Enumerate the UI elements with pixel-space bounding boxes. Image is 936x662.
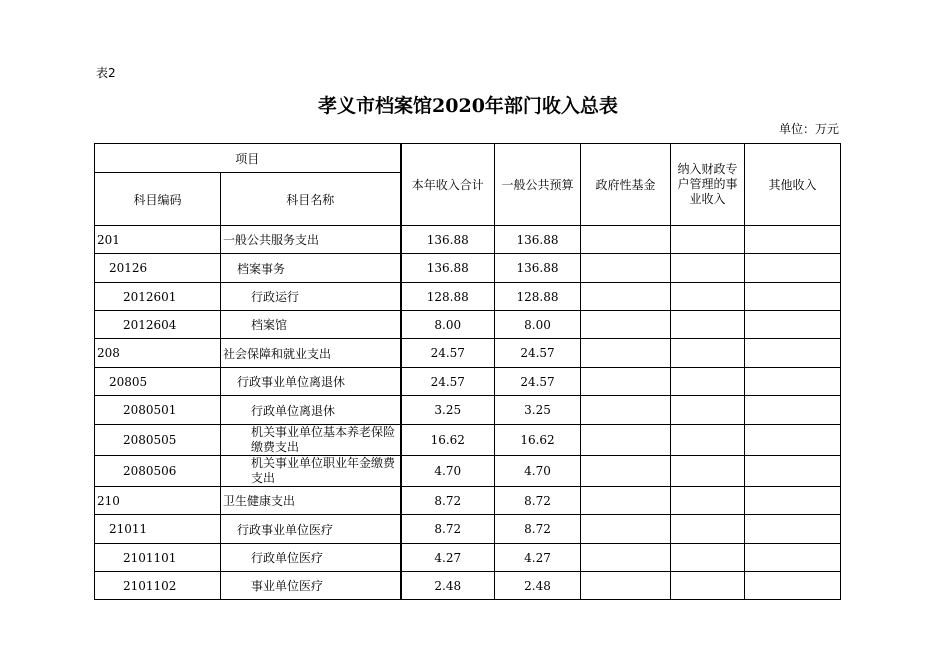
row-code: 2101102 (95, 572, 221, 600)
row-total: 8.72 (401, 487, 495, 515)
table-row (95, 544, 841, 572)
row-special-account (671, 572, 745, 600)
row-other (745, 456, 841, 487)
row-total: 128.88 (401, 283, 495, 311)
table-row (95, 572, 841, 600)
row-other (745, 396, 841, 425)
row-general-budget: 128.88 (495, 283, 581, 311)
row-gov-fund (581, 515, 671, 544)
row-gov-fund (581, 425, 671, 456)
row-total: 24.57 (401, 368, 495, 396)
row-total: 3.25 (401, 396, 495, 425)
table-row (95, 254, 841, 283)
row-total: 8.72 (401, 515, 495, 544)
row-general-budget: 4.27 (495, 544, 581, 572)
row-name: 行政运行 (221, 283, 401, 311)
row-special-account (671, 456, 745, 487)
row-total: 16.62 (401, 425, 495, 456)
table-row (95, 515, 841, 544)
row-gov-fund (581, 572, 671, 600)
row-other (745, 254, 841, 283)
row-gov-fund (581, 283, 671, 311)
row-general-budget: 4.70 (495, 456, 581, 487)
row-name: 档案馆 (221, 311, 401, 339)
row-name: 档案事务 (221, 254, 401, 283)
row-general-budget: 2.48 (495, 572, 581, 600)
row-general-budget: 8.72 (495, 515, 581, 544)
row-code: 201 (95, 226, 221, 254)
table-row (95, 311, 841, 339)
row-code: 2080506 (95, 456, 221, 487)
header-gov-fund: 政府性基金 (581, 144, 671, 226)
row-special-account (671, 311, 745, 339)
row-name: 一般公共服务支出 (221, 226, 401, 254)
table-row (95, 226, 841, 254)
row-special-account (671, 396, 745, 425)
row-name: 社会保障和就业支出 (221, 339, 401, 368)
row-general-budget: 8.00 (495, 311, 581, 339)
header-code: 科目编码 (95, 173, 221, 226)
row-code: 21011 (95, 515, 221, 544)
header-item: 项目 (95, 144, 401, 173)
row-code: 20126 (95, 254, 221, 283)
row-code: 2080501 (95, 396, 221, 425)
row-total: 136.88 (401, 254, 495, 283)
row-general-budget: 16.62 (495, 425, 581, 456)
row-name: 机关事业单位职业年金缴费支出 (221, 456, 401, 487)
row-other (745, 311, 841, 339)
page-title: 孝义市档案馆2020年部门收入总表 (318, 95, 618, 117)
row-other (745, 544, 841, 572)
row-general-budget: 24.57 (495, 339, 581, 368)
row-special-account (671, 544, 745, 572)
row-other (745, 283, 841, 311)
row-gov-fund (581, 339, 671, 368)
row-total: 8.00 (401, 311, 495, 339)
header-name: 科目名称 (221, 173, 401, 226)
header-general-budget: 一般公共预算 (495, 144, 581, 226)
table-row (95, 368, 841, 396)
header-special-account: 纳入财政专户管理的事业收入 (671, 144, 745, 226)
row-total: 4.70 (401, 456, 495, 487)
unit-label: 单位：万元 (778, 122, 839, 136)
row-gov-fund (581, 396, 671, 425)
row-other (745, 515, 841, 544)
row-total: 4.27 (401, 544, 495, 572)
row-general-budget: 136.88 (495, 254, 581, 283)
row-code: 2101101 (95, 544, 221, 572)
row-total: 136.88 (401, 226, 495, 254)
row-other (745, 339, 841, 368)
row-code: 2012604 (95, 311, 221, 339)
row-name: 行政单位离退休 (221, 396, 401, 425)
row-total: 24.57 (401, 339, 495, 368)
row-name: 机关事业单位基本养老保险缴费支出 (221, 425, 401, 456)
table-row (95, 283, 841, 311)
header-other: 其他收入 (745, 144, 841, 226)
row-special-account (671, 283, 745, 311)
row-name: 行政单位医疗 (221, 544, 401, 572)
row-special-account (671, 515, 745, 544)
row-special-account (671, 339, 745, 368)
row-general-budget: 3.25 (495, 396, 581, 425)
row-gov-fund (581, 368, 671, 396)
row-total: 2.48 (401, 572, 495, 600)
row-special-account (671, 487, 745, 515)
table-row (95, 339, 841, 368)
row-special-account (671, 254, 745, 283)
header-total: 本年收入合计 (401, 144, 495, 226)
row-other (745, 368, 841, 396)
row-other (745, 425, 841, 456)
row-gov-fund (581, 544, 671, 572)
table-row (95, 396, 841, 425)
row-code: 2080505 (95, 425, 221, 456)
row-gov-fund (581, 487, 671, 515)
row-special-account (671, 425, 745, 456)
row-other (745, 572, 841, 600)
table-row (95, 487, 841, 515)
row-general-budget: 136.88 (495, 226, 581, 254)
table-row (95, 425, 841, 456)
row-code: 208 (95, 339, 221, 368)
row-other (745, 487, 841, 515)
row-general-budget: 24.57 (495, 368, 581, 396)
table-number: 表2 (96, 66, 116, 80)
row-other (745, 226, 841, 254)
row-code: 20805 (95, 368, 221, 396)
row-special-account (671, 368, 745, 396)
row-gov-fund (581, 226, 671, 254)
row-name: 事业单位医疗 (221, 572, 401, 600)
row-code: 2012601 (95, 283, 221, 311)
row-gov-fund (581, 311, 671, 339)
row-name: 行政事业单位离退休 (221, 368, 401, 396)
row-gov-fund (581, 456, 671, 487)
row-code: 210 (95, 487, 221, 515)
row-name: 行政事业单位医疗 (221, 515, 401, 544)
row-name: 卫生健康支出 (221, 487, 401, 515)
table-row (95, 456, 841, 487)
row-general-budget: 8.72 (495, 487, 581, 515)
row-gov-fund (581, 254, 671, 283)
income-table (94, 143, 841, 600)
row-special-account (671, 226, 745, 254)
